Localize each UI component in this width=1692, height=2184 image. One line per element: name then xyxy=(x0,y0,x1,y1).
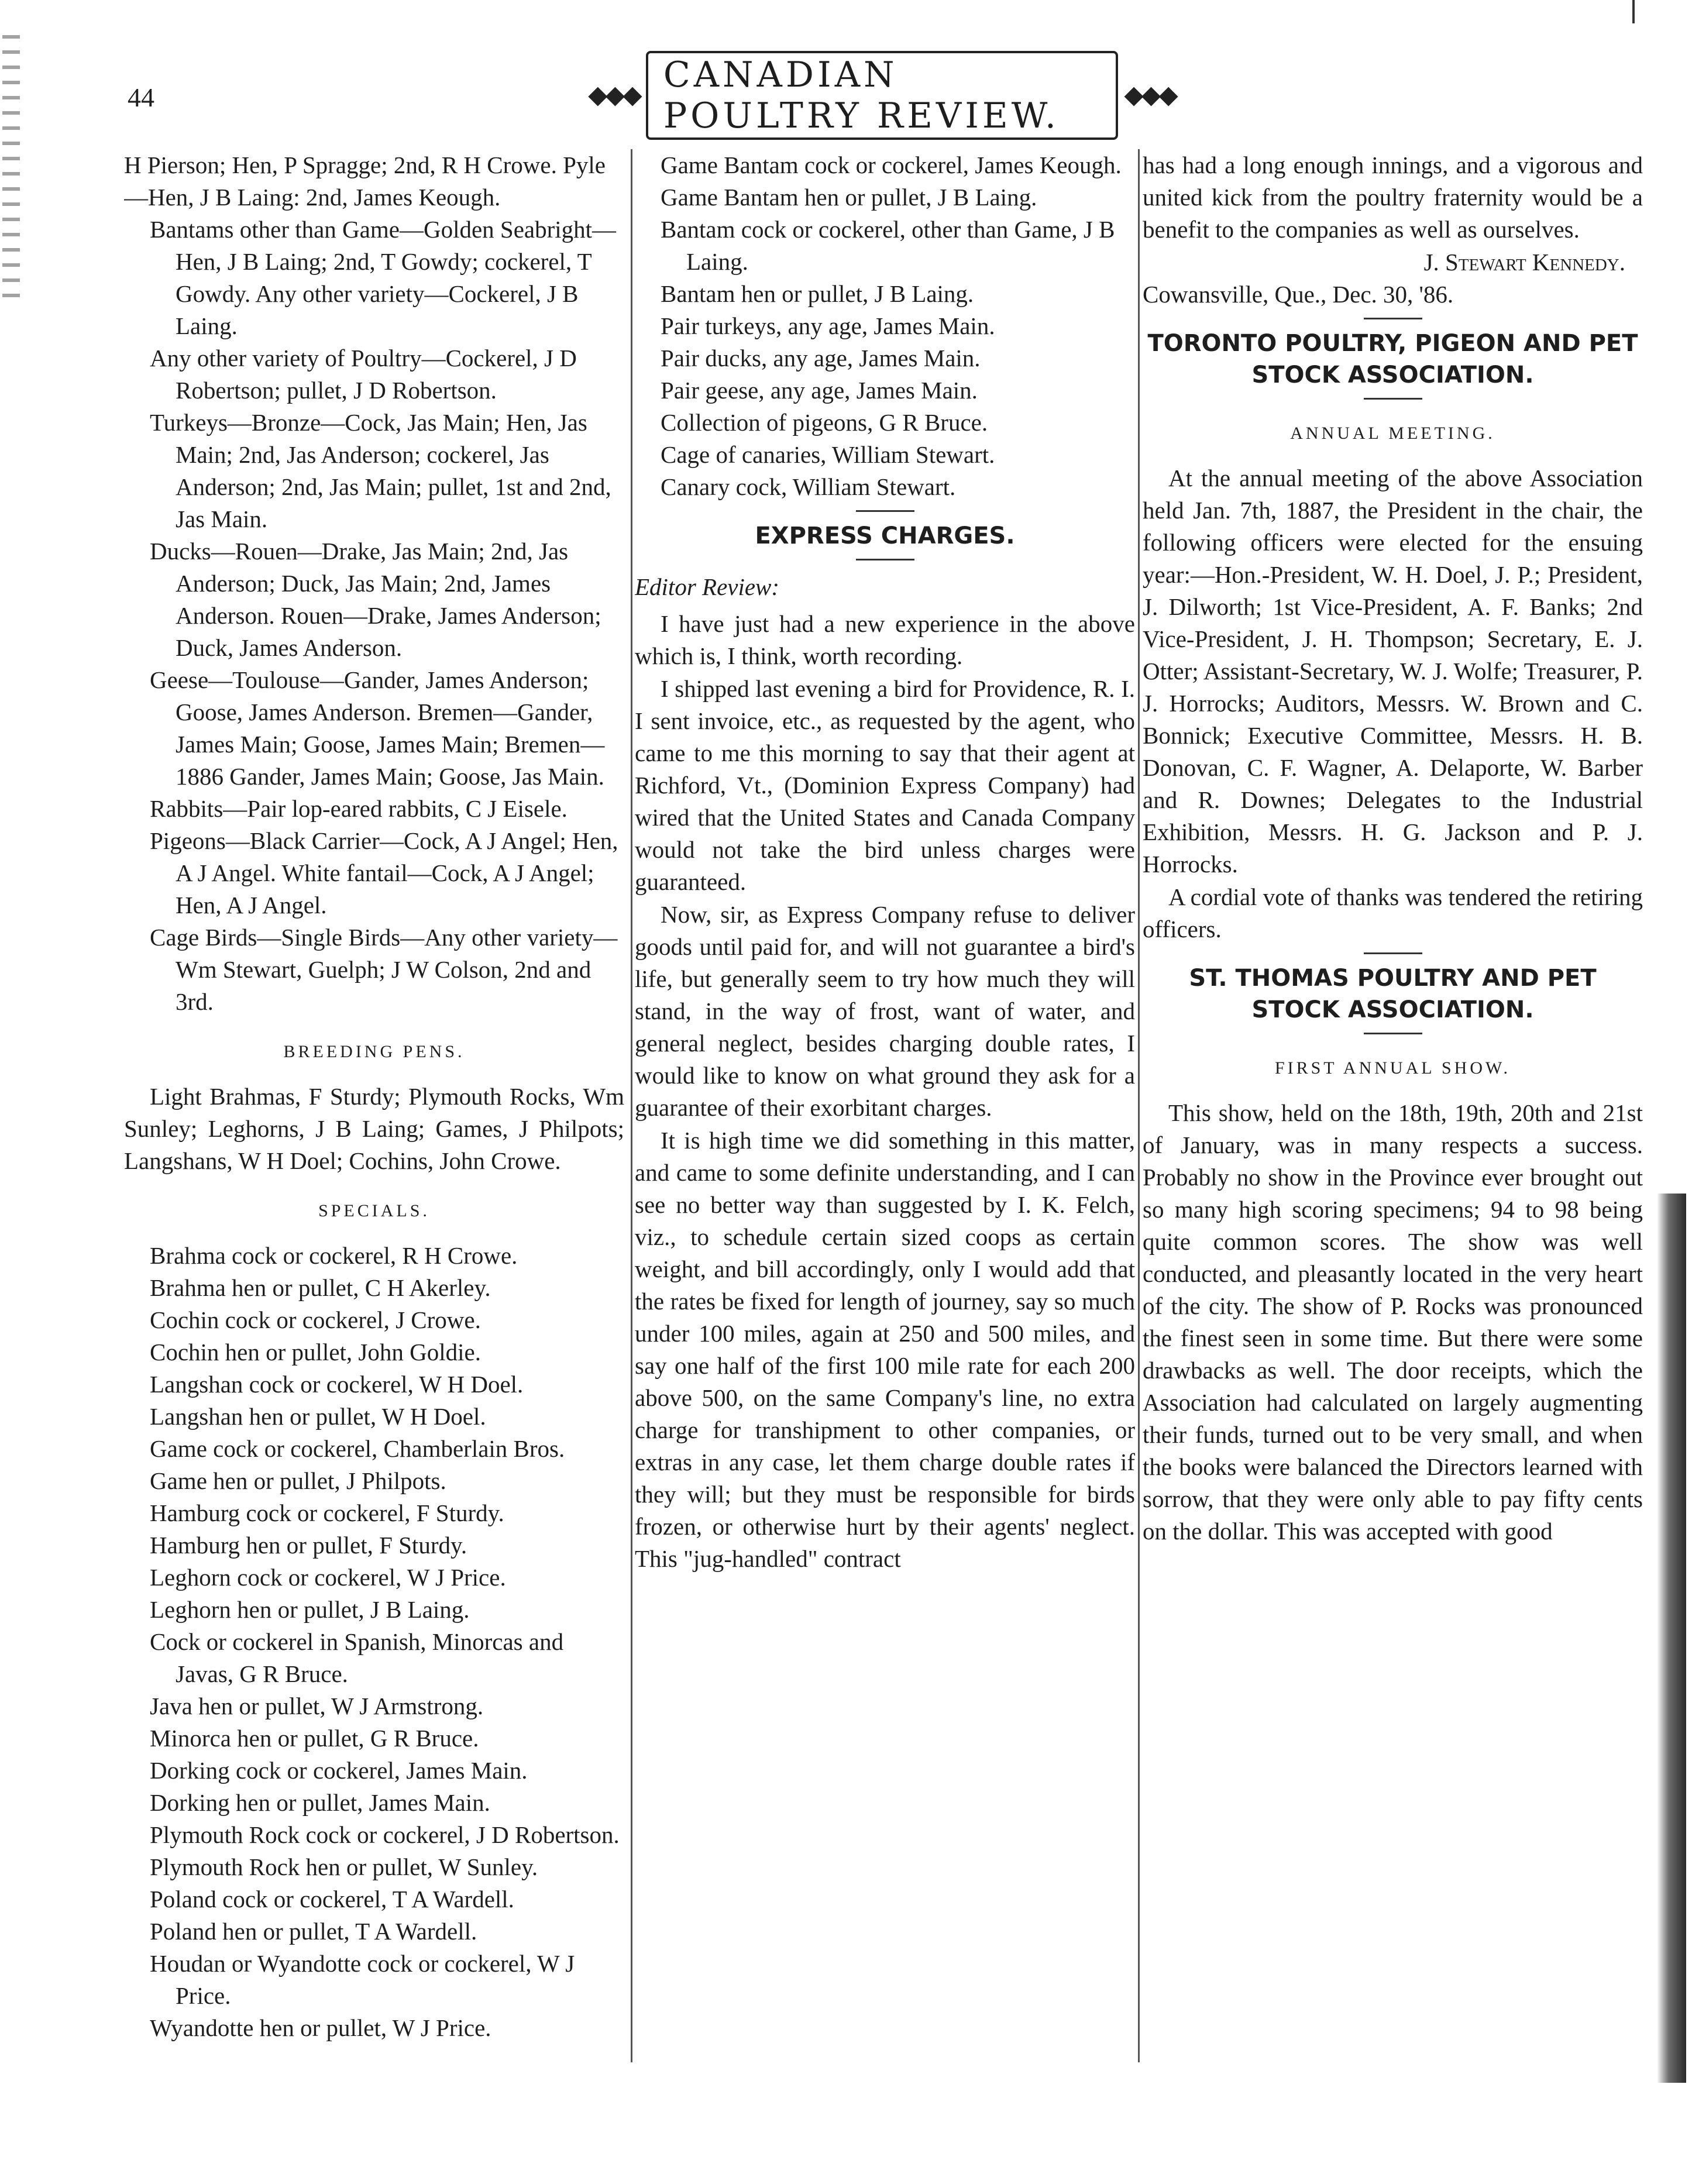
page-number: 44 xyxy=(128,82,154,112)
prize-entry: Bantams other than Game—Golden Seabright—Hen, J B Laing; 2nd, T Gowdy; cockerel, T Gowdy. Any other variety—Cockerel, J B Laing. xyxy=(150,216,617,339)
prize-entry: Any other variety of Poultry—Cockerel, J D Robertson; pullet, J D Robertson. xyxy=(150,345,577,404)
special-entry: Pair geese, any age, James Main. xyxy=(661,377,978,404)
scan-edge-mark xyxy=(1632,0,1635,23)
letter-paragraph: It is high time we did something in this matter, and came to some definite understanding, and I can see no better way than suggested by I. K. Felch, viz., to schedule certain sized coops as certain weight, and bill accordingly, only I would add that the rates be fixed for length of journey, say so much under 100 miles, again at 250 and 500 miles, and say one half of the first 100 mile rate for each 200 above 500, on the same Company's line, no extra charge for transhipment to other companies, or extras in any case, let them charge double rates if they will; but they must be responsible for birds frozen, or otherwise hurt by their agents' neglect. This "jug-handled" contract xyxy=(635,1127,1135,1572)
letter-salutation: Editor Review: xyxy=(635,573,780,600)
toronto-subhead: ANNUAL MEETING. xyxy=(1290,424,1495,443)
breeding-pens-text: Light Brahmas, F Sturdy; Plymouth Rocks, Wm Sunley; Leghorns, J B Laing; Games, J Philpots; Langshans, W H Doel; Cochins, John Crowe. xyxy=(124,1083,624,1174)
special-entry: Plymouth Rock cock or cockerel, J D Robertson. xyxy=(150,1821,620,1848)
special-entry: Bantam cock or cockerel, other than Game, J B Laing. xyxy=(661,216,1115,275)
special-entry: Canary cock, William Stewart. xyxy=(661,473,956,500)
prize-entry: Rabbits—Pair lop-eared rabbits, C J Eisele. xyxy=(150,795,568,822)
special-entry: Game Bantam cock or cockerel, James Keough. xyxy=(661,152,1122,178)
masthead-title: CANADIAN POULTRY REVIEW. xyxy=(646,51,1118,140)
special-entry: Pair turkeys, any age, James Main. xyxy=(661,312,995,339)
special-entry: Game cock or cockerel, Chamberlain Bros. xyxy=(150,1435,565,1462)
column-2 xyxy=(635,149,1135,2127)
prize-entry: Turkeys—Bronze—Cock, Jas Main; Hen, Jas Main; 2nd, Jas Anderson; cockerel, Jas Anderson; 2nd, Jas Main; pullet, 1st and 2nd, Jas Main. xyxy=(150,409,611,532)
toronto-paragraph: At the annual meeting of the above Association held Jan. 7th, 1887, the President in the chair, the following officers were elected for the ensuing year:—Hon.-President, W. H. Doel, J. P.; President, J. Dilworth; 1st Vice-President, A. F. Banks; 2nd Vice-President, J. H. Thompson; Secretary, E. J. Otter; Assistant-Secretary, W. J. Wolfe; Treasurer, P. J. Horrocks; Auditors, Messrs. W. Brown and C. Bonnick; Executive Committee, Messrs. H. B. Donovan, C. F. Wagner, A. Delaporte, W. Barber and R. Downes; Delegates to the Industrial Exhibition, Messrs. H. G. Jackson and P. J. Horrocks. xyxy=(1143,465,1643,878)
section-rule xyxy=(1364,318,1422,319)
letter-paragraph: Now, sir, as Express Company refuse to deliver goods until paid for, and will not guarantee a bird's life, but generally seem to try how much they will stand, in the way of frost, want of water, and general neglect, besides charging double rates, I would like to know on what ground they ask for a guarantee of their exorbitant charges. xyxy=(635,901,1135,1121)
special-entry: Java hen or pullet, W J Armstrong. xyxy=(150,1693,484,1719)
specials-list-continued xyxy=(635,149,1135,503)
special-entry: Cochin hen or pullet, John Goldie. xyxy=(150,1339,481,1366)
prize-list xyxy=(124,149,624,1018)
special-entry: Cage of canaries, William Stewart. xyxy=(661,441,995,468)
special-entry: Collection of pigeons, G R Bruce. xyxy=(661,409,988,436)
masthead xyxy=(588,54,1176,136)
special-entry: Pair ducks, any age, James Main. xyxy=(661,345,981,372)
section-rule xyxy=(1364,398,1422,400)
stthomas-paragraph: This show, held on the 18th, 19th, 20th and 21st of January, was in many respects a success. Probably no show in the Province ever brought out so many high scoring specimens; 94 to 98 being quite common scores. The show was well conducted, and pleasantly located in the very heart of the city. The show of P. Rocks was pronounced the finest seen in some time. But there were some drawbacks as well. The door receipts, which the Association had calculated on largely augmenting their funds, turned out to be very small, and when the books were balanced the Directors learned with sorrow, that they were only able to pay fifty cents on the dollar. This was accepted with good xyxy=(1143,1099,1643,1545)
letter-continuation: has had a long enough innings, and a vigorous and united kick from the poultry fraternity would be a benefit to the companies as well as ourselves. xyxy=(1143,152,1643,243)
special-entry: Dorking cock or cockerel, James Main. xyxy=(150,1757,528,1784)
special-entry: Poland cock or cockerel, T A Wardell. xyxy=(150,1886,514,1913)
section-rule xyxy=(856,559,914,560)
masthead-ornament-right: ⬥⬥⬥ xyxy=(1124,80,1176,111)
section-rule xyxy=(856,510,914,512)
special-entry: Poland hen or pullet, T A Wardell. xyxy=(150,1918,477,1945)
stthomas-headline: ST. THOMAS POULTRY AND PET STOCK ASSOCIATION. xyxy=(1189,965,1597,1023)
scan-edge-shadow xyxy=(1657,1194,1686,2083)
prize-entry: Cage Birds—Single Birds—Any other variety—Wm Stewart, Guelph; J W Colson, 2nd and 3rd. xyxy=(150,924,618,1015)
special-entry: Game Bantam hen or pullet, J B Laing. xyxy=(661,184,1037,211)
special-entry: Bantam hen or pullet, J B Laing. xyxy=(661,280,974,307)
special-entry: Leghorn cock or cockerel, W J Price. xyxy=(150,1564,506,1591)
specials-list xyxy=(124,1240,624,2044)
special-entry: Brahma cock or cockerel, R H Crowe. xyxy=(150,1242,518,1269)
prize-entry: Geese—Toulouse—Gander, James Anderson; Goose, James Anderson. Bremen—Gander, James Main; Goose, James Main; Bremen—1886 Gander, James Main; Goose, Jas Main. xyxy=(150,666,605,790)
column-1 xyxy=(124,149,624,2127)
special-entry: Cochin cock or cockerel, J Crowe. xyxy=(150,1306,481,1333)
specials-heading: SPECIALS. xyxy=(318,1201,430,1220)
scan-margin-marks xyxy=(2,35,20,298)
section-rule xyxy=(1364,952,1422,954)
letter-paragraph: I have just had a new experience in the above which is, I think, worth recording. xyxy=(635,610,1135,669)
special-entry: Plymouth Rock hen or pullet, W Sunley. xyxy=(150,1853,538,1880)
letter-paragraph: I shipped last evening a bird for Providence, R. I. I sent invoice, etc., as requested by the agent, who came to me this morning to say that their agent at Richford, Vt., (Dominion Express Company) had wired that the United States and Canada Company would not take the bird unless charges were guaranteed. xyxy=(635,675,1135,895)
breeding-pens-heading: BREEDING PENS. xyxy=(283,1042,465,1061)
letter-signature: J. Stewart Kennedy. xyxy=(1423,249,1625,276)
special-entry: Game hen or pullet, J Philpots. xyxy=(150,1467,446,1494)
special-entry: Dorking hen or pullet, James Main. xyxy=(150,1789,490,1816)
letter-dateline: Cowansville, Que., Dec. 30, '86. xyxy=(1143,281,1454,308)
special-entry: Leghorn hen or pullet, J B Laing. xyxy=(150,1596,470,1623)
special-entry: Minorca hen or pullet, G R Bruce. xyxy=(150,1725,479,1752)
masthead-ornament-left: ⬥⬥⬥ xyxy=(588,80,640,111)
special-entry: Hamburg hen or pullet, F Sturdy. xyxy=(150,1532,467,1559)
prize-entry: H Pierson; Hen, P Spragge; 2nd, R H Crowe. Pyle—Hen, J B Laing: 2nd, James Keough. xyxy=(124,152,606,211)
special-entry: Hamburg cock or cockerel, F Sturdy. xyxy=(150,1499,504,1526)
column-rule xyxy=(631,149,632,2062)
stthomas-subhead: FIRST ANNUAL SHOW. xyxy=(1274,1058,1511,1078)
section-rule xyxy=(1364,1033,1422,1034)
special-entry: Langshan hen or pullet, W H Doel. xyxy=(150,1403,486,1430)
special-entry: Brahma hen or pullet, C H Akerley. xyxy=(150,1274,491,1301)
special-entry: Cock or cockerel in Spanish, Minorcas and Javas, G R Bruce. xyxy=(150,1628,564,1687)
express-charges-headline: EXPRESS CHARGES. xyxy=(755,522,1015,549)
special-entry: Langshan cock or cockerel, W H Doel. xyxy=(150,1371,524,1398)
column-3 xyxy=(1143,149,1643,2127)
special-entry: Houdan or Wyandotte cock or cockerel, W J Price. xyxy=(150,1950,575,2009)
toronto-headline: TORONTO POULTRY, PIGEON AND PET STOCK ASSOCIATION. xyxy=(1147,330,1638,388)
prize-entry: Ducks—Rouen—Drake, Jas Main; 2nd, Jas Anderson; Duck, Jas Main; 2nd, James Anderson. Rouen—Drake, James Anderson; Duck, James Anderson. xyxy=(150,538,601,661)
special-entry: Wyandotte hen or pullet, W J Price. xyxy=(150,2014,491,2041)
prize-entry: Pigeons—Black Carrier—Cock, A J Angel; Hen, A J Angel. White fantail—Cock, A J Angel; Hen, A J Angel. xyxy=(150,827,618,919)
column-rule xyxy=(1138,149,1140,2062)
toronto-paragraph: A cordial vote of thanks was tendered the retiring officers. xyxy=(1143,883,1643,943)
